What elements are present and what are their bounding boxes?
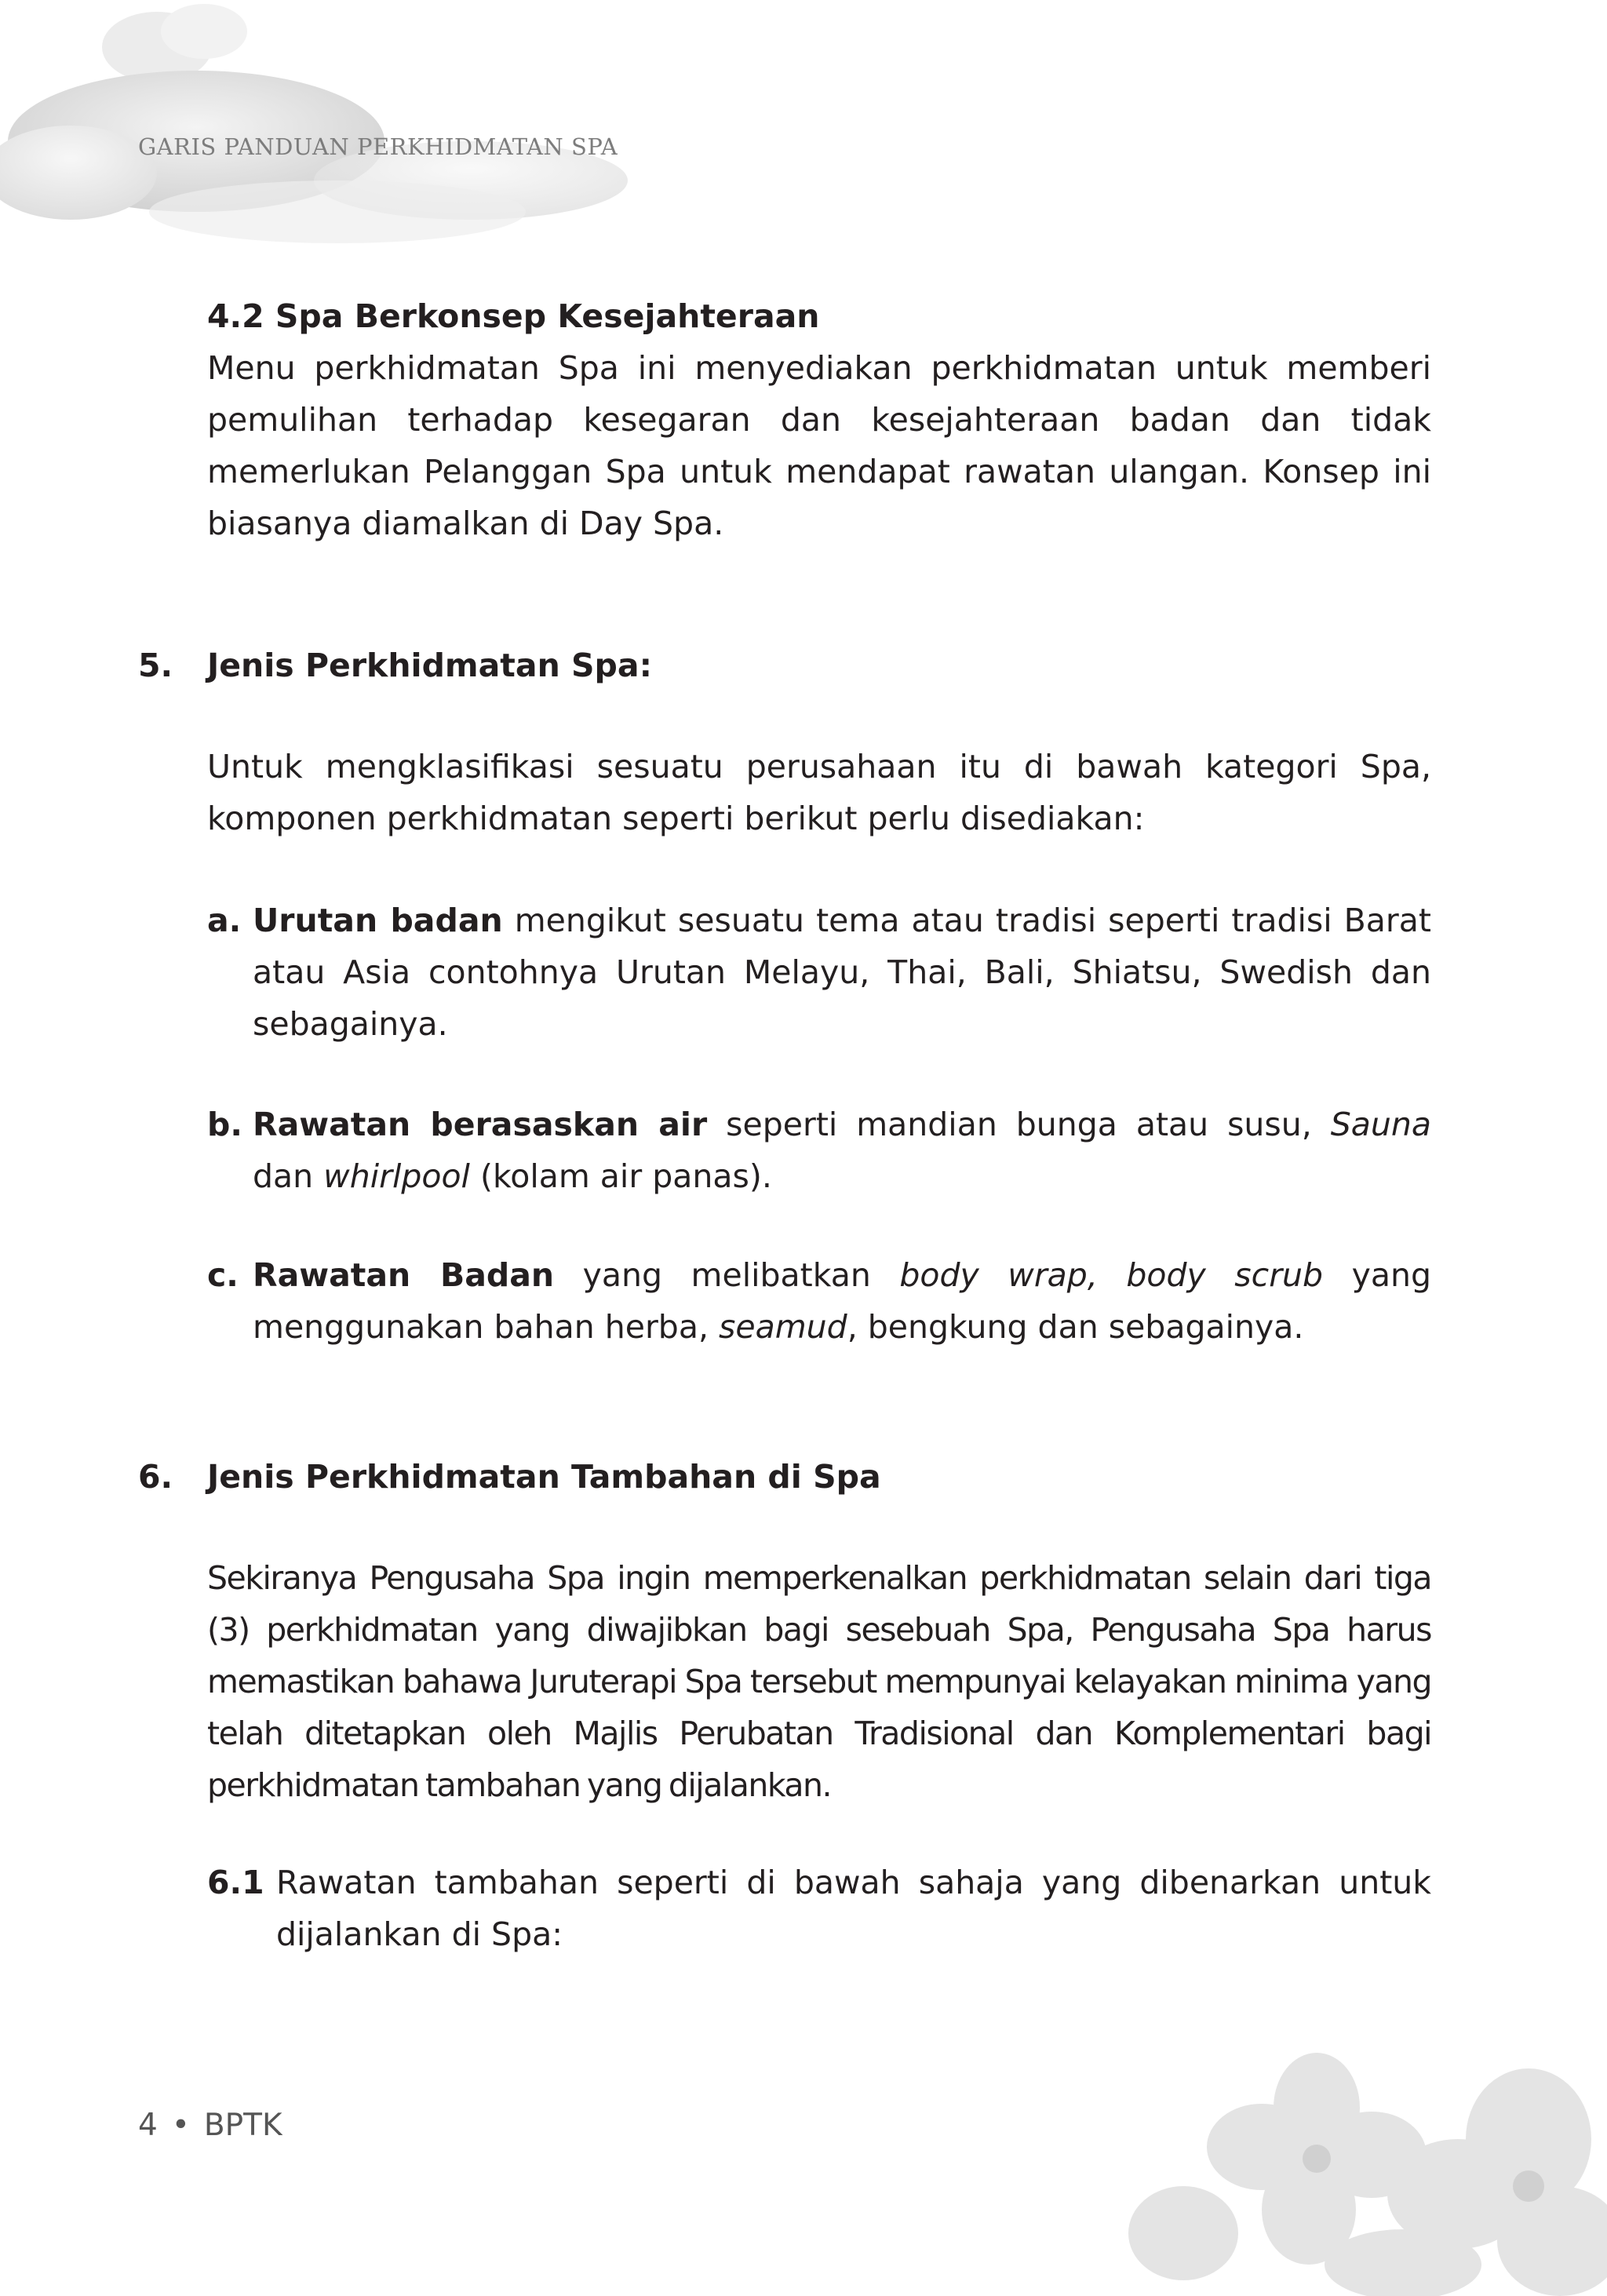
item-text: mengikut sesuatu tema atau tradisi seperti tradisi Barat atau Asia contohnya Urutan Melayu, Thai, Bali, Shiatsu, Swedish dan sebagainya. xyxy=(253,902,1431,1043)
item-text: , bengkung dan sebagainya. xyxy=(847,1308,1304,1346)
list-marker: b. xyxy=(207,1106,242,1143)
list-item xyxy=(207,895,1431,1050)
section-6-body: Sekiranya Pengusaha Spa ingin memperkenalkan perkhidmatan selain dari tiga (3) perkhidmatan yang diwajibkan bagi sesebuah Spa, Pengusaha Spa harus memastikan bahawa Juruterapi Spa tersebut mempunyai kelayakan minima yang telah ditetapkan oleh Majlis Perubatan Tradisional dan Komplementari bagi perkhidmatan tambahan yang dijalankan. xyxy=(207,1559,1431,1804)
item-term: Rawatan Badan xyxy=(253,1256,555,1294)
list-item xyxy=(207,1249,1431,1353)
item-italic-term: seamud xyxy=(719,1308,847,1346)
subsection-text: Rawatan tambahan seperti di bawah sahaja yang dibenarkan untuk dijalankan di Spa: xyxy=(276,1864,1431,1953)
footer-org: BPTK xyxy=(203,2108,282,2143)
section-4-2-body: Menu perkhidmatan Spa ini menyediakan perkhidmatan untuk memberi pemulihan terhadap kesegaran dan kesejahteraan badan dan tidak memerlukan Pelanggan Spa untuk mendapat rawatan ulangan. Konsep ini biasanya diamalkan di Day Spa. xyxy=(207,349,1431,542)
section-6-title: Jenis Perkhidmatan Tambahan di Spa xyxy=(207,1458,881,1496)
list-marker: a. xyxy=(207,902,242,939)
item-italic-term: body wrap, body scrub xyxy=(899,1256,1324,1294)
section-5-number: 5. xyxy=(138,647,173,684)
section-4-2-title: 4.2 Spa Berkonsep Kesejahteraan xyxy=(207,297,820,335)
page-footer xyxy=(138,2108,282,2143)
section-5-title: Jenis Perkhidmatan Spa: xyxy=(207,647,652,684)
spa-stones-decoration xyxy=(0,0,706,259)
subsection-6-1 xyxy=(207,1857,1431,1960)
item-term: Urutan badan xyxy=(253,902,503,939)
list-item xyxy=(207,1099,1431,1202)
item-text: dan xyxy=(253,1157,324,1195)
running-header: GARIS PANDUAN PERKHIDMATAN SPA xyxy=(138,133,618,160)
item-italic-term: whirlpool xyxy=(323,1157,470,1195)
item-text: yang menggunakan bahan herba, xyxy=(253,1256,1431,1346)
section-6-number: 6. xyxy=(138,1458,173,1496)
subsection-number: 6.1 xyxy=(207,1864,264,1901)
footer-separator: • xyxy=(171,2108,190,2143)
list-marker: c. xyxy=(207,1256,239,1294)
item-term: Rawatan berasaskan air xyxy=(253,1106,708,1143)
item-text: seperti mandian bunga atau susu, xyxy=(707,1106,1331,1143)
item-text: yang melibatkan xyxy=(554,1256,900,1294)
section-5-intro: Untuk mengklasifikasi sesuatu perusahaan itu di bawah kategori Spa, komponen perkhidmatan seperti berikut perlu disediakan: xyxy=(207,748,1431,837)
page-number: 4 xyxy=(138,2108,158,2143)
orchid-flowers-decoration xyxy=(1121,2014,1607,2296)
item-italic-term: Sauna xyxy=(1330,1106,1431,1143)
item-text: (kolam air panas). xyxy=(469,1157,772,1195)
section-4-2 xyxy=(207,290,1431,549)
